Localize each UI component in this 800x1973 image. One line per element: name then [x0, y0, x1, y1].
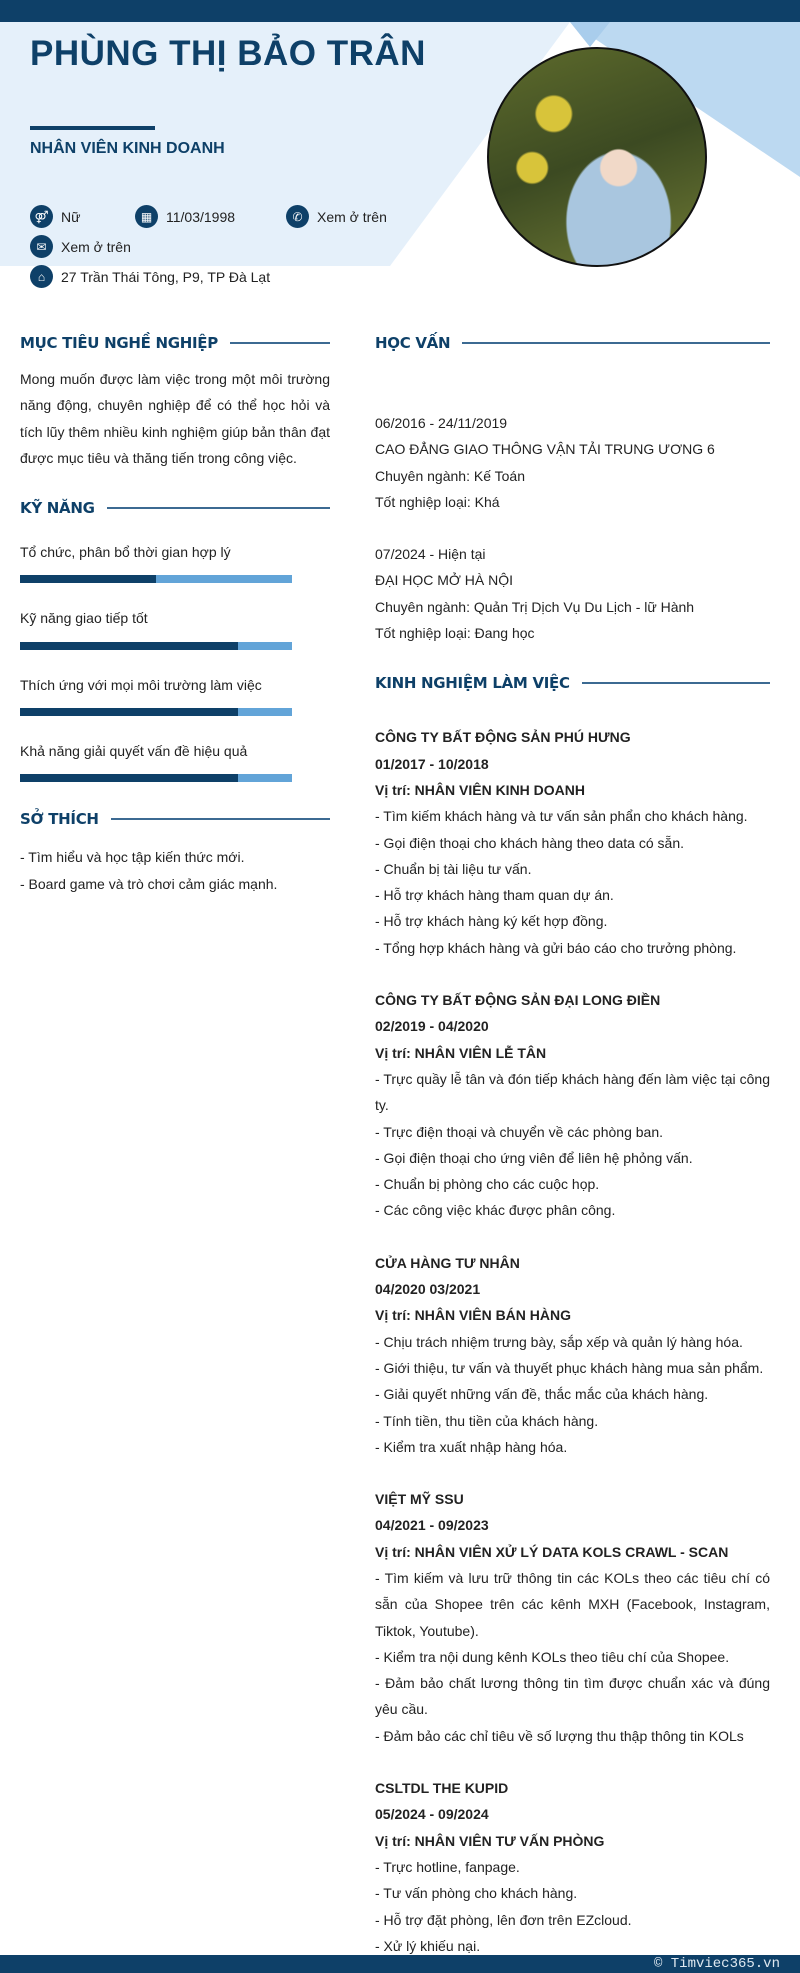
- education-major: Chuyên ngành: Kế Toán: [375, 467, 525, 484]
- job-task: - Hỗ trợ khách hàng ký kết hợp đồng.: [375, 913, 608, 930]
- mail-icon: ✉: [30, 235, 53, 258]
- skill-label: Tổ chức, phân bổ thời gian hợp lý: [20, 544, 231, 561]
- heading-line: [111, 818, 330, 820]
- heading-text: KỸ NĂNG: [20, 499, 95, 518]
- education-grade: Tốt nghiệp loại: Đang học: [375, 625, 535, 642]
- job-entry: [375, 1486, 770, 1749]
- email-info: [30, 235, 131, 258]
- job-task: - Đảm bảo các chỉ tiêu về số lượng thu thập thông tin KOLs: [375, 1727, 744, 1744]
- skill-label: Khả năng giải quyết vấn đề hiệu quả: [20, 743, 248, 760]
- gender-info: [30, 205, 80, 228]
- heading-line: [582, 682, 770, 684]
- job-company: CÔNG TY BẤT ĐỘNG SẢN ĐẠI LONG ĐIỀN: [375, 992, 661, 1009]
- education-list: [375, 410, 770, 646]
- phone-icon: ✆: [286, 205, 309, 228]
- home-icon: ⌂: [30, 265, 53, 288]
- job-task: - Trực điện thoại và chuyển về các phòng ban.: [375, 1123, 663, 1140]
- job-position: Vị trí: NHÂN VIÊN LỄ TÂN: [375, 1044, 547, 1061]
- heading-line: [107, 507, 330, 509]
- hobbies-list: [20, 844, 330, 897]
- job-period: 04/2021 - 09/2023: [375, 1517, 489, 1534]
- job-period: 04/2020 03/2021: [375, 1281, 481, 1298]
- job-task: - Đảm bảo chất lương thông tin tìm được chuẩn xác và đúng yêu cầu.: [375, 1675, 770, 1718]
- job-task: - Xử lý khiếu nại.: [375, 1937, 481, 1954]
- hobby-item: - Tìm hiểu và học tập kiến thức mới.: [20, 849, 245, 866]
- education-entry: [375, 541, 770, 646]
- education-heading: [375, 328, 770, 358]
- heading-text: SỞ THÍCH: [20, 810, 99, 829]
- heading-line: [462, 342, 770, 344]
- heading-text: HỌC VẤN: [375, 334, 451, 352]
- email-text: Xem ở trên: [61, 238, 131, 255]
- job-company: CỬA HÀNG TƯ NHÂN: [375, 1254, 520, 1271]
- job-task: - Tổng hợp khách hàng và gửi báo cáo cho trưởng phòng.: [375, 939, 737, 956]
- education-major: Chuyên ngành: Quản Trị Dịch Vụ Du Lịch - lữ Hành: [375, 598, 695, 615]
- phone-text: Xem ở trên: [317, 208, 387, 225]
- job-task: - Giải quyết những vấn đề, thắc mắc của khách hàng.: [375, 1386, 709, 1403]
- skill-bar: [20, 708, 292, 716]
- hobbies-heading: [20, 804, 330, 834]
- education-grade: Tốt nghiệp loại: Khá: [375, 493, 500, 510]
- job-position: Vị trí: NHÂN VIÊN TƯ VẤN PHÒNG: [375, 1832, 605, 1849]
- job-entry: [375, 724, 770, 961]
- heading-text: KINH NGHIỆM LÀM VIỆC: [375, 674, 570, 693]
- experience-list: [375, 724, 770, 1959]
- skill-bar-fill: [20, 774, 238, 782]
- heading-line: [230, 342, 330, 344]
- job-position: Vị trí: NHÂN VIÊN XỬ LÝ DATA KOLS CRAWL - SCAN: [375, 1543, 729, 1560]
- job-task: - Tìm kiếm và lưu trữ thông tin các KOLs theo các tiêu chí có sẵn của Shopee trên các kênh MXH (Facebook, Instagram, Tiktok, Youtube).: [375, 1569, 770, 1639]
- skill-label: Thích ứng với mọi môi trường làm việc: [20, 676, 262, 693]
- name-underline: [30, 126, 155, 130]
- skill-bar: [20, 575, 292, 583]
- gender-icon: ⚤: [30, 205, 53, 228]
- job-task: - Chuẩn bị phòng cho các cuộc họp.: [375, 1176, 600, 1193]
- job-task: - Chịu trách nhiệm trưng bày, sắp xếp và quản lý hàng hóa.: [375, 1333, 743, 1350]
- job-task: - Các công việc khác được phân công.: [375, 1202, 616, 1219]
- job-company: CÔNG TY BẤT ĐỘNG SẢN PHÚ HƯNG: [375, 729, 631, 746]
- heading-text: MỤC TIÊU NGHỀ NGHIỆP: [20, 334, 218, 352]
- education-entry: [375, 410, 770, 515]
- job-period: 05/2024 - 09/2024: [375, 1806, 489, 1823]
- objective-text: Mong muốn được làm việc trong một môi trường năng động, chuyên nghiệp để có thể học hỏi và tích lũy thêm nhiều kinh nghiệm giúp bản thân đạt được mục tiêu và thăng tiến trong công việc.: [20, 371, 330, 466]
- job-task: - Tư vấn phòng cho khách hàng.: [375, 1885, 578, 1902]
- job-task: - Trực hotline, fanpage.: [375, 1858, 520, 1875]
- job-task: - Hỗ trợ khách hàng tham quan dự án.: [375, 887, 614, 904]
- birthday-text: 11/03/1998: [166, 208, 236, 225]
- job-period: 01/2017 - 10/2018: [375, 755, 489, 772]
- skill-bar: [20, 774, 292, 782]
- profile-photo: [487, 47, 707, 267]
- job-company: CSLTDL THE KUPID: [375, 1780, 509, 1797]
- job-task: - Chuẩn bị tài liệu tư vấn.: [375, 860, 532, 877]
- skills-list: [20, 539, 330, 782]
- skill-bar: [20, 642, 292, 650]
- gender-text: Nữ: [61, 208, 81, 225]
- job-position: Vị trí: NHÂN VIÊN KINH DOANH: [375, 781, 586, 798]
- calendar-icon: ▦: [135, 205, 158, 228]
- left-column: [20, 328, 330, 897]
- skills-heading: [20, 493, 330, 523]
- education-school: ĐẠI HỌC MỞ HÀ NỘI: [375, 572, 514, 589]
- job-task: - Kiểm tra xuất nhập hàng hóa.: [375, 1438, 568, 1455]
- job-title: NHÂN VIÊN KINH DOANH: [30, 140, 225, 157]
- job-task: - Kiểm tra nội dung kênh KOLs theo tiêu chí của Shopee.: [375, 1648, 730, 1665]
- job-task: - Tính tiền, thu tiền của khách hàng.: [375, 1412, 599, 1429]
- job-period: 02/2019 - 04/2020: [375, 1018, 489, 1035]
- birthday-info: [135, 205, 235, 228]
- top-bar: [0, 0, 800, 22]
- job-entry: [375, 1775, 770, 1959]
- job-task: - Hỗ trợ đặt phòng, lên đơn trên EZcloud.: [375, 1911, 632, 1928]
- job-entry: [375, 1250, 770, 1460]
- experience-heading: [375, 668, 770, 698]
- job-position: Vị trí: NHÂN VIÊN BÁN HÀNG: [375, 1307, 572, 1324]
- phone-info: [286, 205, 387, 228]
- right-column: [375, 328, 770, 1959]
- education-time: 06/2016 - 24/11/2019: [375, 415, 508, 431]
- job-entry: [375, 987, 770, 1224]
- skill-bar-fill: [20, 575, 156, 583]
- skill-label: Kỹ năng giao tiếp tốt: [20, 610, 148, 627]
- address-info: [30, 265, 270, 288]
- job-task: - Tìm kiếm khách hàng và tư vấn sản phẩn cho khách hàng.: [375, 808, 748, 825]
- address-text: 27 Trần Thái Tông, P9, TP Đà Lạt: [61, 268, 271, 285]
- job-task: - Trực quầy lễ tân và đón tiếp khách hàng đến làm việc tại công ty.: [375, 1070, 770, 1114]
- job-task: - Gọi điện thoại cho ứng viên để liên hệ phỏng vấn.: [375, 1149, 693, 1166]
- skill-bar-fill: [20, 642, 238, 650]
- hobby-item: - Board game và trò chơi cảm giác mạnh.: [20, 875, 278, 892]
- candidate-name: PHÙNG THỊ BẢO TRÂN: [30, 34, 426, 73]
- job-task: - Gọi điện thoại cho khách hàng theo data có sẵn.: [375, 834, 684, 851]
- skill-bar-fill: [20, 708, 238, 716]
- objective-heading: [20, 328, 330, 358]
- job-task: - Giới thiệu, tư vấn và thuyết phục khách hàng mua sản phẩm.: [375, 1359, 764, 1376]
- job-company: VIỆT MỸ SSU: [375, 1491, 464, 1508]
- education-time: 07/2024 - Hiện tại: [375, 546, 486, 563]
- footer-watermark: © Timviec365.vn: [0, 1955, 800, 1973]
- education-school: CAO ĐẲNG GIAO THÔNG VẬN TẢI TRUNG ƯƠNG 6: [375, 441, 715, 458]
